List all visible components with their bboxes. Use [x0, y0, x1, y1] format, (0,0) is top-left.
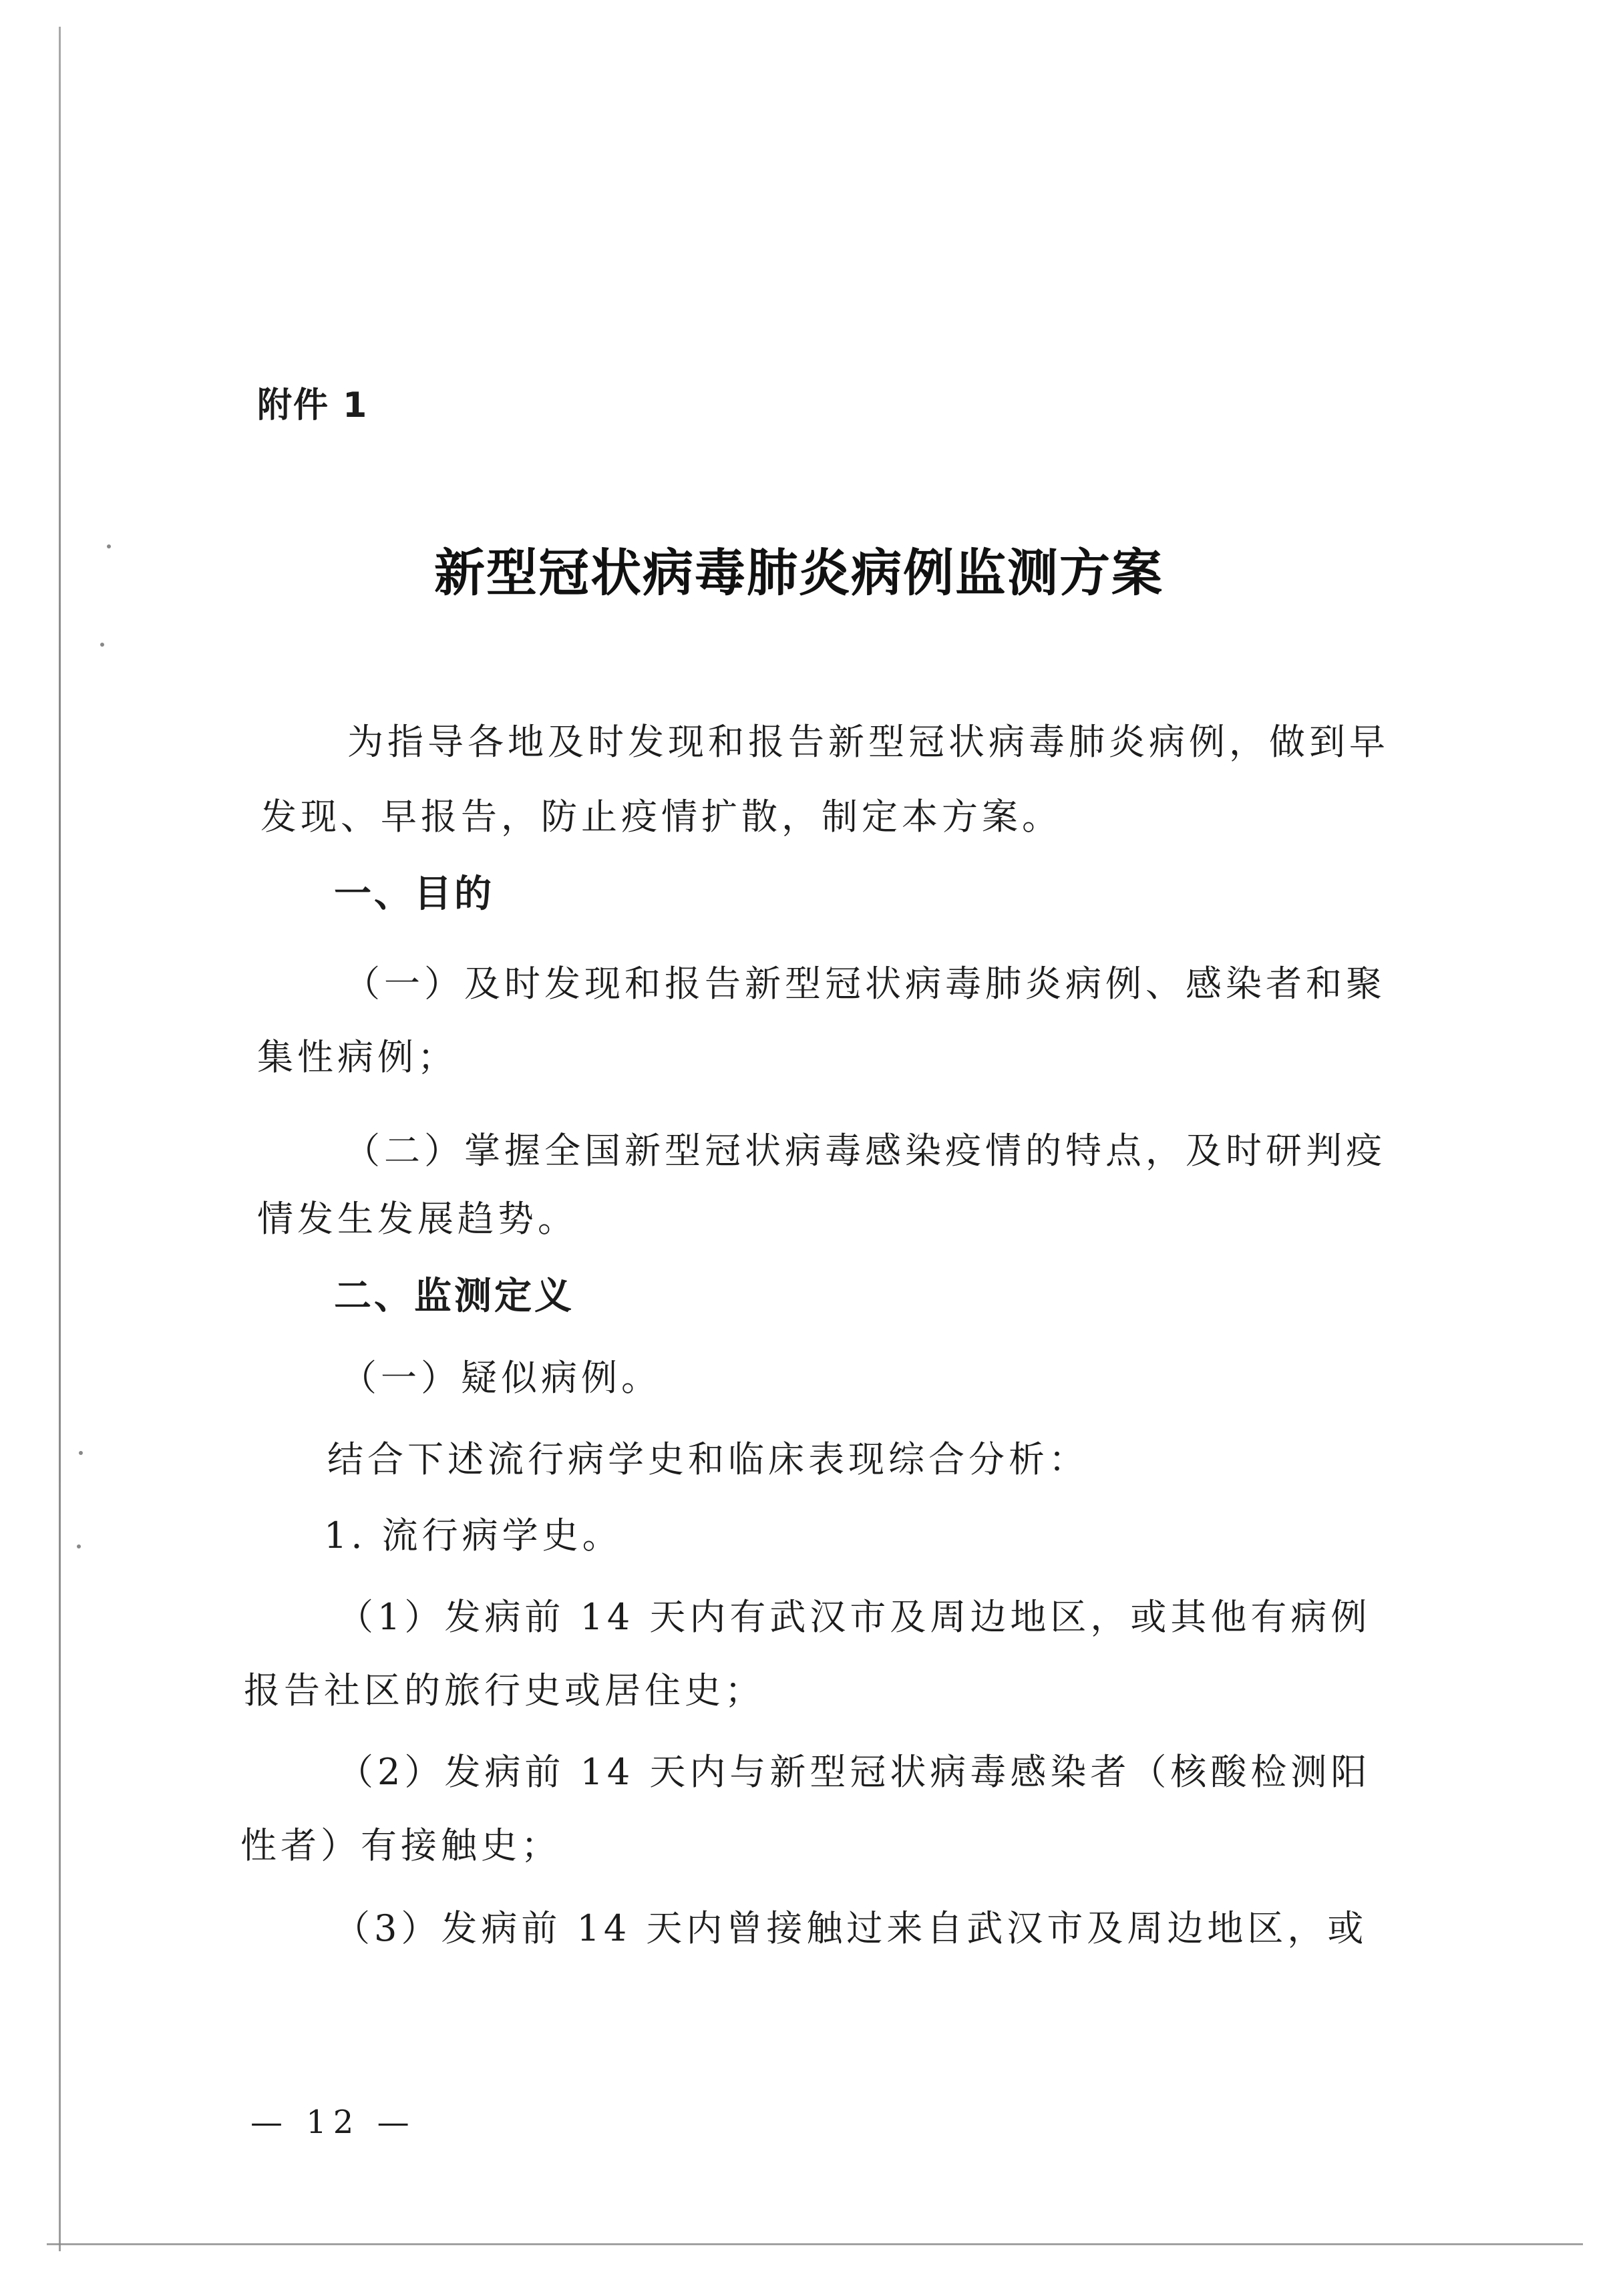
- suspected-case-subheading: （一）疑似病例。: [341, 1357, 661, 1399]
- document-title: 新型冠状病毒肺炎病例监测方案: [434, 543, 1164, 603]
- attachment-label: 附件 1: [257, 385, 369, 426]
- epi-item-3-line-1: （3）发病前 14 天内曾接触过来自武汉市及周边地区，或: [334, 1907, 1368, 1949]
- scan-speck: [107, 544, 111, 548]
- purpose-item-1-line-1: （一）及时发现和报告新型冠状病毒肺炎病例、感染者和聚: [344, 963, 1386, 1005]
- purpose-item-2-line-2: 情发生发展趋势。: [257, 1198, 578, 1240]
- definition-description: 结合下述流行病学史和临床表现综合分析：: [327, 1438, 1089, 1480]
- epidemiology-heading: 1. 流行病学史。: [324, 1514, 622, 1556]
- scan-edge-bottom: [47, 2243, 1583, 2245]
- epi-item-2-line-1: （2）发病前 14 天内与新型冠状病毒感染者（核酸检测阳: [337, 1751, 1371, 1793]
- epi-item-1-line-2: 报告社区的旅行史或居住史；: [244, 1669, 765, 1711]
- epi-item-1-line-1: （1）发病前 14 天内有武汉市及周边地区，或其他有病例: [337, 1596, 1371, 1638]
- section-heading-definition: 二、监测定义: [334, 1275, 574, 1318]
- scan-speck: [100, 643, 104, 647]
- section-heading-purpose: 一、目的: [334, 872, 494, 916]
- epi-item-2-line-2: 性者）有接触史；: [240, 1824, 561, 1866]
- intro-line-1: 为指导各地及时发现和报告新型冠状病毒肺炎病例，做到早: [347, 721, 1389, 763]
- purpose-item-1-line-2: 集性病例；: [257, 1036, 458, 1078]
- page-number: — 12 —: [250, 2104, 416, 2141]
- scan-speck: [79, 1451, 83, 1455]
- scan-speck: [77, 1544, 81, 1548]
- scan-edge-left: [59, 27, 61, 2251]
- purpose-item-2-line-1: （二）掌握全国新型冠状病毒感染疫情的特点，及时研判疫: [344, 1130, 1386, 1172]
- intro-line-2: 发现、早报告，防止疫情扩散，制定本方案。: [260, 796, 1062, 838]
